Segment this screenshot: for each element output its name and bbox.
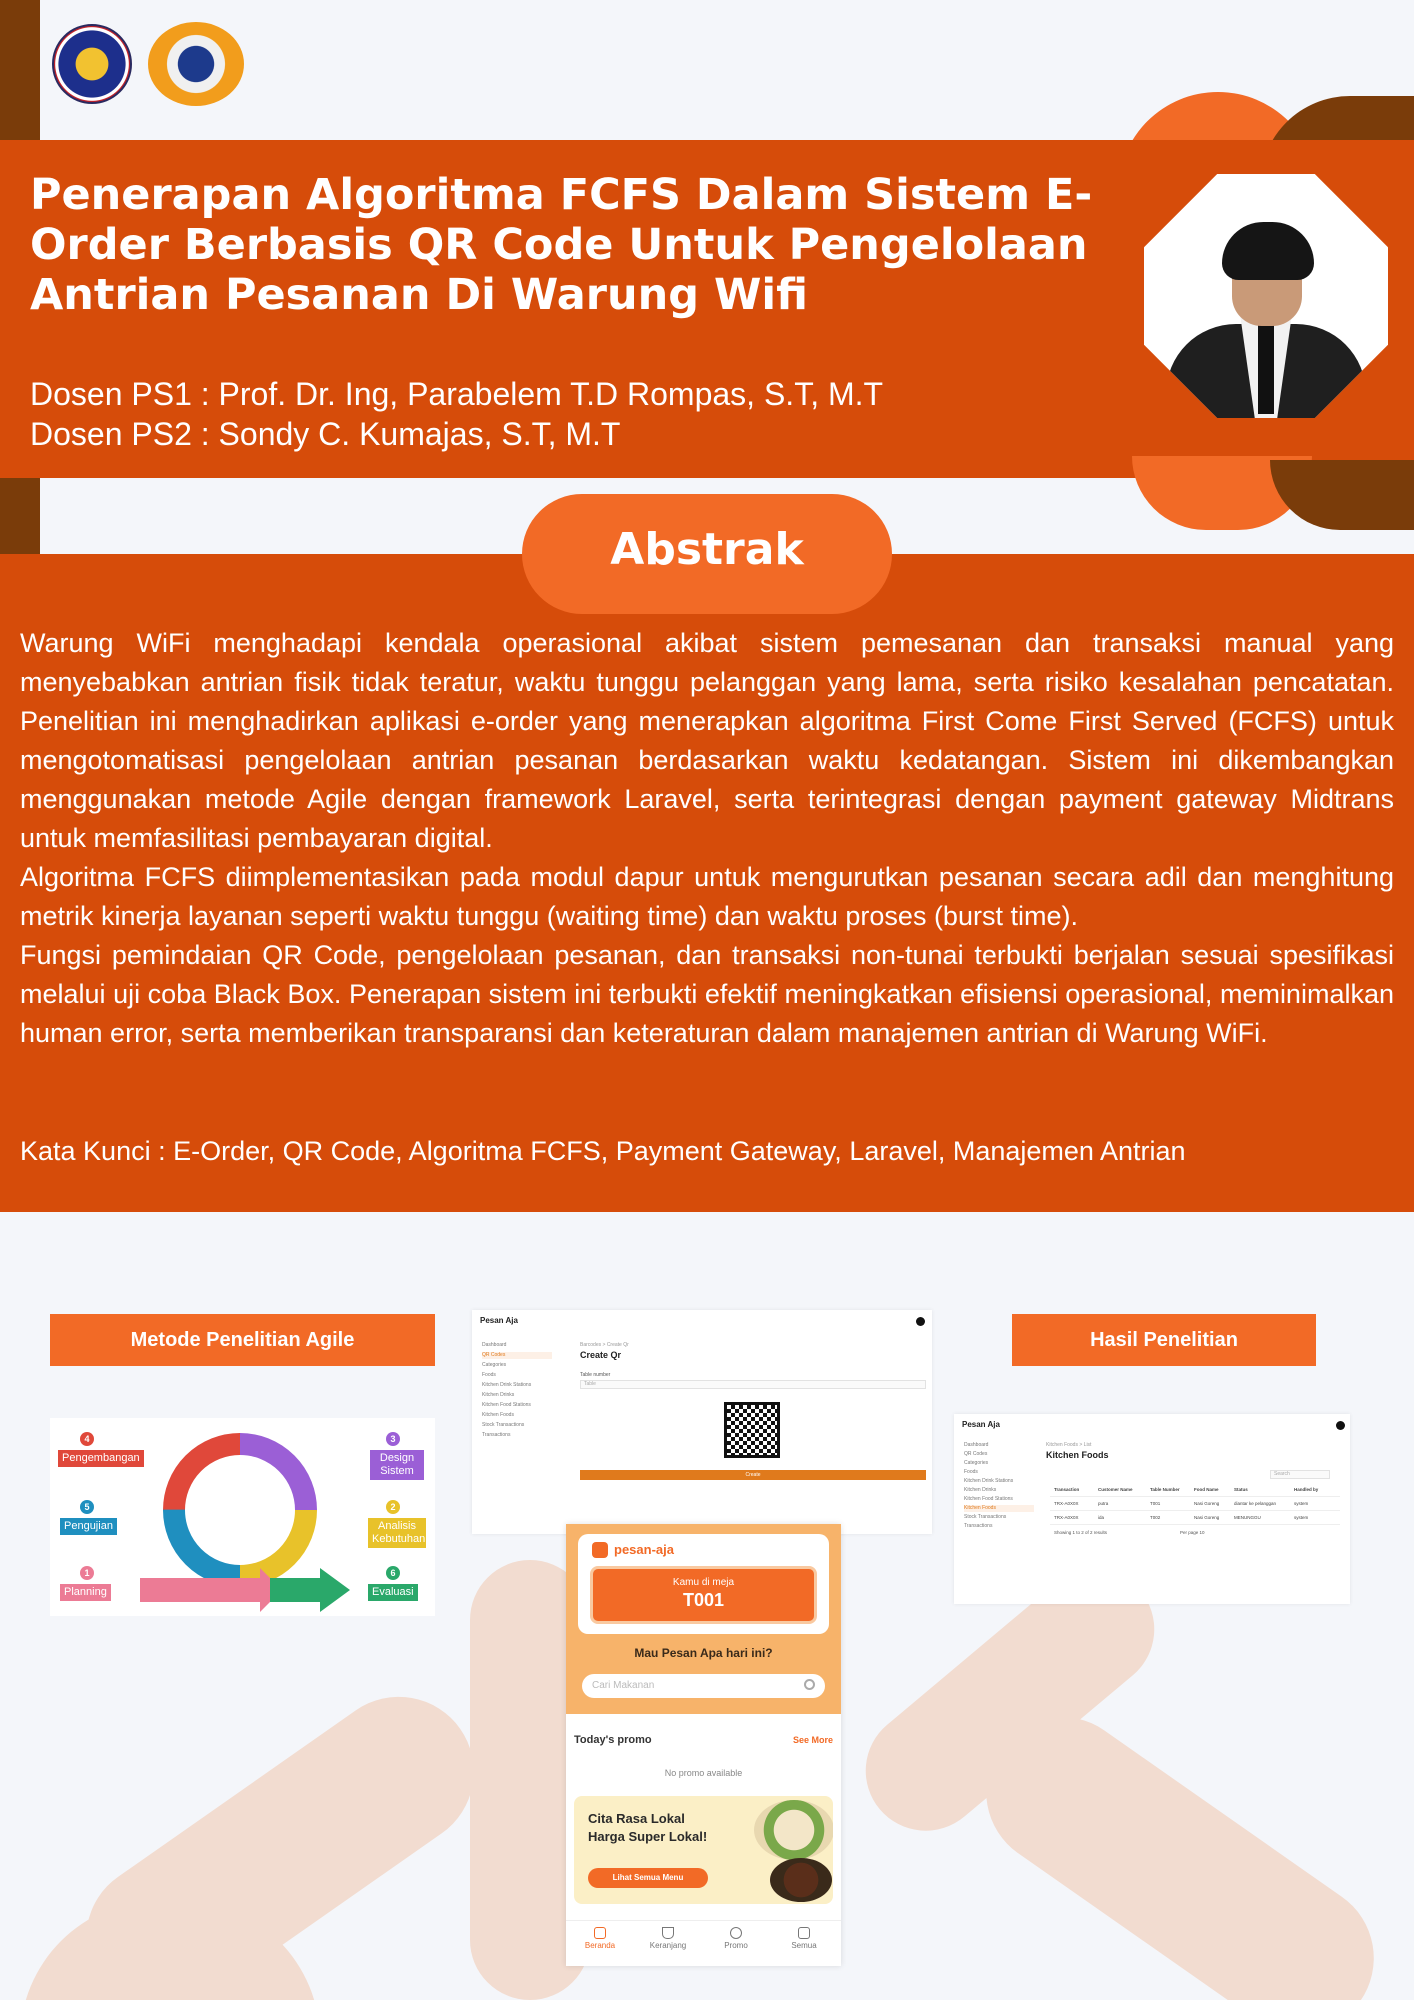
keywords: Kata Kunci : E-Order, QR Code, Algoritma FCFS, Payment Gateway, Laravel, Manajemen Antrian (20, 1136, 1186, 1166)
abstract-paragraph: Fungsi pemindaian QR Code, pengelolaan pesanan, dan transaksi non-tunai terbukti berjalan sesuai spesifikasi melalui uji coba Black Box. Penerapan sistem ini terbukti efektif meningkatkan efisiensi operasional, meminimalkan human error, serta memberikan transparansi dan keteraturan dalam manajemen antrian di Warung WiFi. (20, 940, 1394, 1048)
create-button[interactable]: Create (580, 1470, 926, 1480)
step-number: 4 (80, 1432, 94, 1446)
admin-kitchen-foods-screenshot (954, 1414, 1350, 1604)
admin-create-qr-screenshot (472, 1310, 932, 1534)
sidebar-item[interactable]: Stock Transactions (482, 1422, 525, 1428)
home-icon (594, 1927, 606, 1939)
field-label: Table number (580, 1372, 611, 1378)
sidebar-item[interactable]: Kitchen Drinks (482, 1392, 515, 1398)
app-name: Pesan Aja (480, 1316, 518, 1325)
step-number: 3 (386, 1432, 400, 1446)
page-title: Create Qr (580, 1350, 622, 1360)
qr-code-image (724, 1402, 780, 1458)
search-input[interactable]: Search (1270, 1470, 1330, 1479)
table-number-input[interactable]: Table (580, 1380, 926, 1389)
table-card (578, 1534, 829, 1634)
sidebar-item[interactable]: Kitchen Food Stations (482, 1402, 531, 1408)
sidebar-item[interactable]: Transactions (482, 1432, 511, 1438)
nav-promo[interactable]: Promo (702, 1927, 770, 1950)
step-number: 6 (386, 1566, 400, 1580)
brand-name: pesan-aja (614, 1542, 674, 1557)
no-promo-text: No promo available (664, 1768, 743, 1778)
mobile-header (566, 1524, 841, 1714)
nav-beranda[interactable]: Beranda (566, 1927, 634, 1950)
sidebar-item[interactable]: Kitchen Foods (482, 1412, 514, 1418)
sidebar-item[interactable]: Kitchen Foods (964, 1505, 1034, 1512)
step-label: Evaluasi (368, 1584, 418, 1601)
table-row[interactable]: TRX-A0X0X ida T002 Nasi Goreng MENUNGGU system (1050, 1512, 1340, 1525)
abstract-paragraph: Algoritma FCFS diimplementasikan pada modul dapur untuk mengurutkan pesanan secara adil dan menghitung metrik kinerja layanan seperti waktu tunggu (waiting time) dan waktu proses (burst time). (20, 862, 1394, 931)
sidebar-item[interactable]: Foods (964, 1469, 978, 1475)
sidebar-item[interactable]: Transactions (964, 1523, 993, 1529)
table-number: T001 (682, 1590, 725, 1610)
poster-title: Penerapan Algoritma FCFS Dalam Sistem E-Order Berbasis QR Code Untuk Pengelolaan Antrian Pesanan Di Warung Wifi (30, 170, 1093, 320)
food-search-input[interactable] (582, 1674, 825, 1698)
mobile-app-screenshot (566, 1524, 841, 1966)
table-indicator (590, 1566, 817, 1624)
breadcrumb: Kitchen Foods > List (1046, 1442, 1092, 1448)
step-label: Pengujian (60, 1518, 117, 1535)
app-name: Pesan Aja (962, 1420, 1000, 1429)
decor-shape (1270, 460, 1414, 530)
avatar (1336, 1421, 1345, 1430)
sidebar-item[interactable]: Stock Transactions (964, 1514, 1007, 1520)
nav-keranjang[interactable]: Keranjang (634, 1927, 702, 1950)
food-image (770, 1858, 832, 1902)
promo-banner (574, 1796, 833, 1904)
bg-petal (957, 1687, 1403, 2000)
avatar (916, 1317, 925, 1326)
sidebar-item[interactable]: Kitchen Drink Stations (482, 1382, 532, 1388)
table-footer: Showing 1 to 2 of 2 results (1054, 1530, 1108, 1535)
search-placeholder: Cari Makanan (592, 1680, 655, 1691)
sidebar-item[interactable]: Dashboard (964, 1442, 989, 1448)
supervisor-2: Dosen PS2 : Sondy C. Kumajas, S.T, M.T (30, 416, 621, 452)
step-label: Analisis Kebutuhan (368, 1518, 426, 1548)
step-number: 5 (80, 1500, 94, 1514)
abstract-heading: Abstrak (522, 494, 892, 614)
university-logo (52, 24, 132, 104)
basket-icon (662, 1927, 674, 1939)
abstract-section (0, 554, 1414, 1212)
table-row[interactable]: TRX-A0X0X putra T001 Nasi Goreng diantar ke pelanggan system (1050, 1498, 1340, 1511)
step-label: Planning (60, 1584, 111, 1601)
banner-headline: Cita Rasa Lokal Harga Super Lokal! (588, 1811, 708, 1844)
food-image (754, 1800, 833, 1860)
sidebar-item[interactable]: QR Codes (482, 1352, 552, 1359)
brand-icon (592, 1542, 608, 1558)
results-label: Hasil Penelitian (1012, 1314, 1316, 1366)
table-label: Kamu di meja (672, 1577, 735, 1588)
agile-method-label: Metode Penelitian Agile (50, 1314, 435, 1366)
see-more-link[interactable]: See More (792, 1735, 833, 1745)
step-number: 1 (80, 1566, 94, 1580)
step-label: Design Sistem (370, 1450, 424, 1480)
step-label: Pengembangan (58, 1450, 144, 1467)
sidebar-item[interactable]: Dashboard (482, 1342, 507, 1348)
see-all-menu-button[interactable]: Lihat Semua Menu (588, 1868, 708, 1888)
left-accent-bar (0, 478, 40, 554)
cutlery-icon (798, 1927, 810, 1939)
per-page-select[interactable]: Per page 10 (1180, 1530, 1205, 1535)
bottom-nav (566, 1920, 841, 1966)
breadcrumb: Barcodes > Create Qr (580, 1342, 629, 1348)
promo-icon (730, 1927, 742, 1939)
table-header: Transaction Customer Name Table Number Food Name Status Handled by (1050, 1484, 1340, 1497)
sidebar-item[interactable]: Kitchen Drink Stations (964, 1478, 1014, 1484)
sidebar-item[interactable]: Kitchen Food Stations (964, 1496, 1013, 1502)
sidebar-item[interactable]: QR Codes (964, 1451, 988, 1457)
department-logo (148, 22, 244, 106)
left-accent-bar (0, 0, 40, 140)
order-question: Mau Pesan Apa hari ini? (634, 1646, 773, 1660)
sidebar-item[interactable]: Kitchen Drinks (964, 1487, 997, 1493)
sidebar-item[interactable]: Categories (482, 1362, 507, 1368)
sidebar-item[interactable]: Foods (482, 1372, 496, 1378)
agile-cycle-diagram (50, 1418, 435, 1616)
page-title: Kitchen Foods (1046, 1450, 1109, 1460)
promo-title: Today's promo (574, 1734, 652, 1746)
step-number: 2 (386, 1500, 400, 1514)
supervisor-1: Dosen PS1 : Prof. Dr. Ing, Parabelem T.D Rompas, S.T, M.T (30, 376, 884, 412)
abstract-body (20, 624, 1394, 1053)
abstract-paragraph: Warung WiFi menghadapi kendala operasional akibat sistem pemesanan dan transaksi manual yang menyebabkan antrian fisik tidak teratur, waktu tunggu pelanggan yang lama, serta risiko kesalahan pencatatan. Penelitian ini menghadirkan aplikasi e-order yang menerapkan algoritma First Come First Served (FCFS) untuk mengotomatisasi pengelolaan antrian pesanan berdasarkan waktu kedatangan. Sistem ini dikembangkan menggunakan metode Agile dengan framework Laravel, serta terintegrasi dengan payment gateway Midtrans untuk memfasilitasi pembayaran digital. (20, 628, 1394, 853)
search-icon (804, 1679, 815, 1690)
nav-semua[interactable]: Semua (770, 1927, 838, 1950)
sidebar-item[interactable]: Categories (964, 1460, 989, 1466)
